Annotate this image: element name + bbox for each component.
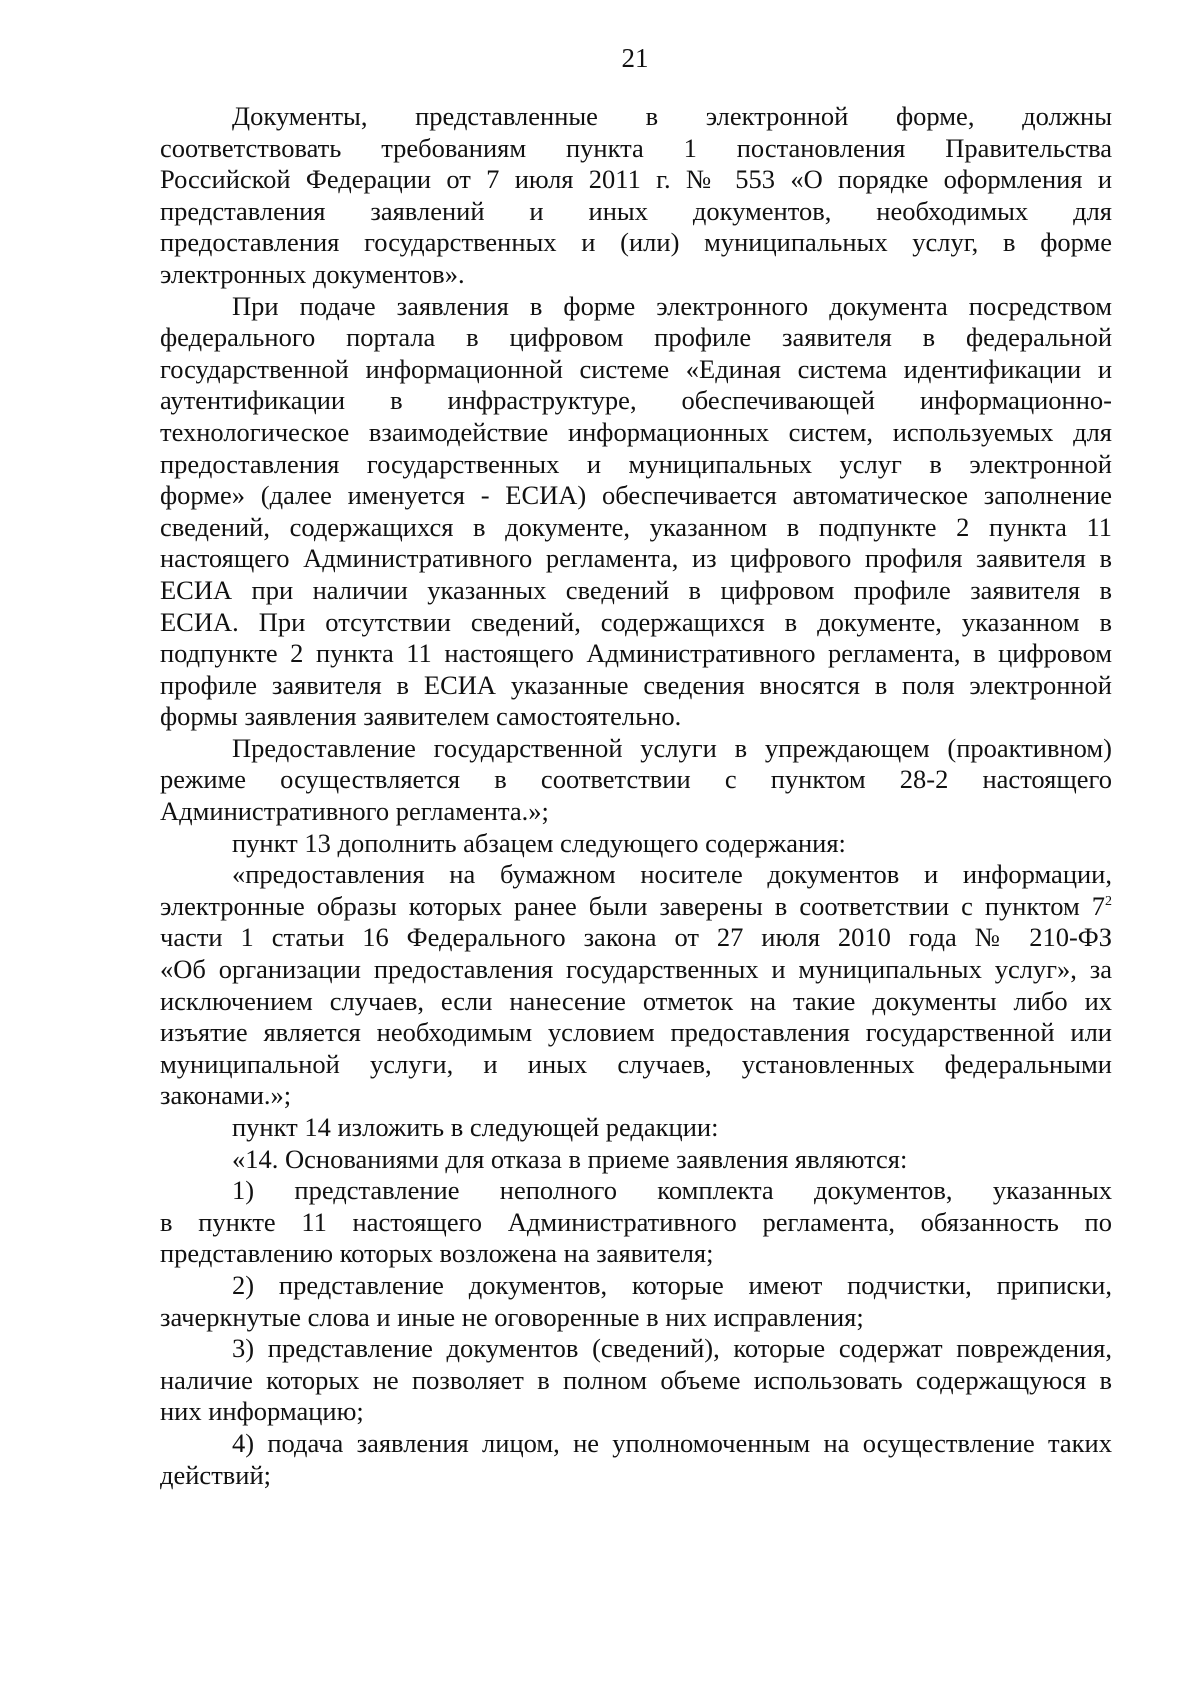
line-text: аутентификации в инфраструктуре, обеспечивающей информационно- bbox=[160, 385, 1112, 416]
text-line bbox=[160, 354, 1112, 386]
text-line bbox=[160, 1175, 1112, 1207]
text-line bbox=[160, 575, 1112, 607]
line-text: предоставления государственных и (или) муниципальных услуг, в форме bbox=[160, 227, 1112, 258]
text-line bbox=[160, 891, 1112, 923]
line-text: исключением случаев, если нанесение отметок на такие документы либо их bbox=[160, 985, 1112, 1016]
text-line bbox=[160, 417, 1112, 449]
line-text: пункт 14 изложить в следующей редакции: bbox=[232, 1112, 719, 1142]
paragraph bbox=[160, 733, 1112, 828]
text-line bbox=[160, 385, 1112, 417]
text-line bbox=[160, 1238, 1112, 1270]
text-line bbox=[160, 1080, 1112, 1112]
line-text: режиме осуществляется в соответствии с пунктом 28-2 настоящего bbox=[160, 764, 1112, 795]
line-text: законами.»; bbox=[160, 1080, 292, 1111]
text-line bbox=[160, 449, 1112, 481]
paragraph bbox=[160, 101, 1112, 291]
text-line bbox=[160, 101, 1112, 133]
text-line bbox=[160, 828, 1112, 860]
line-text: федерального портала в цифровом профиле заявителя в федеральной bbox=[160, 322, 1112, 353]
text-line bbox=[160, 701, 1112, 733]
text-line bbox=[160, 1049, 1112, 1081]
line-text: Российской Федерации от 7 июля 2011 г. № 553 «О порядке оформления и bbox=[160, 164, 1112, 195]
paragraph bbox=[160, 1175, 1112, 1270]
text-line bbox=[160, 1144, 1112, 1176]
text-line bbox=[160, 543, 1112, 575]
line-text: зачеркнутые слова и иные не оговоренные в них исправления; bbox=[160, 1301, 864, 1332]
text-line bbox=[160, 1270, 1112, 1302]
line-text: в пункте 11 настоящего Административного регламента, обязанность по bbox=[160, 1206, 1112, 1237]
line-text: формы заявления заявителем самостоятельно. bbox=[160, 701, 682, 732]
text-line bbox=[160, 607, 1112, 639]
line-text: муниципальной услуги, и иных случаев, установленных федеральными bbox=[160, 1048, 1112, 1079]
line-text: сведений, содержащихся в документе, указанном в подпункте 2 пункта 11 bbox=[160, 511, 1112, 542]
line-text: представления заявлений и иных документов, необходимых для bbox=[160, 195, 1112, 226]
text-line bbox=[160, 764, 1112, 796]
page-number: 21 bbox=[621, 43, 649, 73]
paragraph bbox=[160, 1144, 1112, 1176]
line-text: 4) подача заявления лицом, не уполномоченным на осуществление таких bbox=[232, 1427, 1112, 1458]
line-text: них информацию; bbox=[160, 1396, 364, 1427]
line-text: ЕСИА при наличии указанных сведений в цифровом профиле заявителя в bbox=[160, 574, 1112, 605]
line-text: Предоставление государственной услуги в упреждающем (проактивном) bbox=[232, 732, 1112, 763]
line-text: 1) представление неполного комплекта документов, указанных bbox=[232, 1175, 1112, 1206]
text-line bbox=[160, 954, 1112, 986]
text-line bbox=[160, 733, 1112, 765]
line-text: представлению которых возложена на заявителя; bbox=[160, 1238, 714, 1269]
text-line bbox=[160, 670, 1112, 702]
text-line bbox=[160, 480, 1112, 512]
line-text: профиле заявителя в ЕСИА указанные сведения вносятся в поля электронной bbox=[160, 669, 1112, 700]
line-text: Административного регламента.»; bbox=[160, 796, 549, 827]
text-line bbox=[160, 638, 1112, 670]
line-text: форме» (далее именуется - ЕСИА) обеспечивается автоматическое заполнение bbox=[160, 480, 1112, 511]
text-line bbox=[160, 1207, 1112, 1239]
text-line bbox=[160, 322, 1112, 354]
line-text: электронные образы которых ранее были заверены в соответствии с пунктом 7 bbox=[160, 890, 1105, 921]
line-text: 3) представление документов (сведений), которые содержат повреждения, bbox=[232, 1333, 1112, 1364]
text-line bbox=[160, 259, 1112, 291]
line-text: предоставления государственных и муниципальных услуг в электронной bbox=[160, 448, 1112, 479]
text-line bbox=[160, 1396, 1112, 1428]
text-line bbox=[160, 1460, 1112, 1492]
line-text: настоящего Административного регламента, из цифрового профиля заявителя в bbox=[160, 543, 1112, 574]
text-line bbox=[160, 796, 1112, 828]
text-line bbox=[160, 1017, 1112, 1049]
line-text: части 1 статьи 16 Федерального закона от 27 июля 2010 года № 210-ФЗ bbox=[160, 922, 1112, 953]
line-text: «14. Основаниями для отказа в приеме заявления являются: bbox=[232, 1143, 908, 1174]
document-body bbox=[160, 101, 1112, 1491]
text-line bbox=[160, 1302, 1112, 1334]
text-line bbox=[160, 859, 1112, 891]
line-text: технологическое взаимодействие информационных систем, используемых для bbox=[160, 416, 1112, 447]
line-text: Документы, представленные в электронной форме, должны bbox=[232, 101, 1112, 131]
line-text: подпункте 2 пункта 11 настоящего Административного регламента, в цифровом bbox=[160, 638, 1112, 669]
text-line bbox=[160, 227, 1112, 259]
line-text: ЕСИА. При отсутствии сведений, содержащихся в документе, указанном в bbox=[160, 606, 1112, 637]
line-text: наличие которых не позволяет в полном объеме использовать содержащуюся в bbox=[160, 1364, 1112, 1395]
text-line bbox=[160, 164, 1112, 196]
superscript-mark: 2 bbox=[1105, 893, 1112, 909]
text-line bbox=[160, 512, 1112, 544]
paragraph bbox=[160, 1333, 1112, 1428]
line-text: пункт 13 дополнить абзацем следующего содержания: bbox=[232, 827, 846, 858]
text-line bbox=[160, 196, 1112, 228]
text-line bbox=[160, 133, 1112, 165]
paragraph bbox=[160, 859, 1112, 1112]
paragraph bbox=[160, 1428, 1112, 1491]
line-text: соответствовать требованиям пункта 1 постановления Правительства bbox=[160, 132, 1112, 163]
line-text: «Об организации предоставления государственных и муниципальных услуг», за bbox=[160, 954, 1112, 985]
text-line bbox=[160, 1428, 1112, 1460]
line-text: государственной информационной системе «Единая система идентификации и bbox=[160, 353, 1112, 384]
line-text: При подаче заявления в форме электронного документа посредством bbox=[232, 290, 1112, 321]
text-line bbox=[160, 1333, 1112, 1365]
paragraph bbox=[160, 1112, 1112, 1144]
paragraph bbox=[160, 828, 1112, 860]
text-line bbox=[160, 922, 1112, 954]
line-text: 2) представление документов, которые имеют подчистки, приписки, bbox=[232, 1269, 1112, 1300]
line-text: электронных документов». bbox=[160, 258, 465, 289]
text-line bbox=[160, 1365, 1112, 1397]
text-line bbox=[160, 986, 1112, 1018]
line-text: действий; bbox=[160, 1459, 272, 1490]
text-line bbox=[160, 1112, 1112, 1144]
paragraph bbox=[160, 291, 1112, 733]
paragraph bbox=[160, 1270, 1112, 1333]
line-text: изъятие является необходимым условием предоставления государственной или bbox=[160, 1017, 1112, 1048]
text-line bbox=[160, 291, 1112, 323]
line-text: «предоставления на бумажном носителе документов и информации, bbox=[232, 859, 1112, 890]
